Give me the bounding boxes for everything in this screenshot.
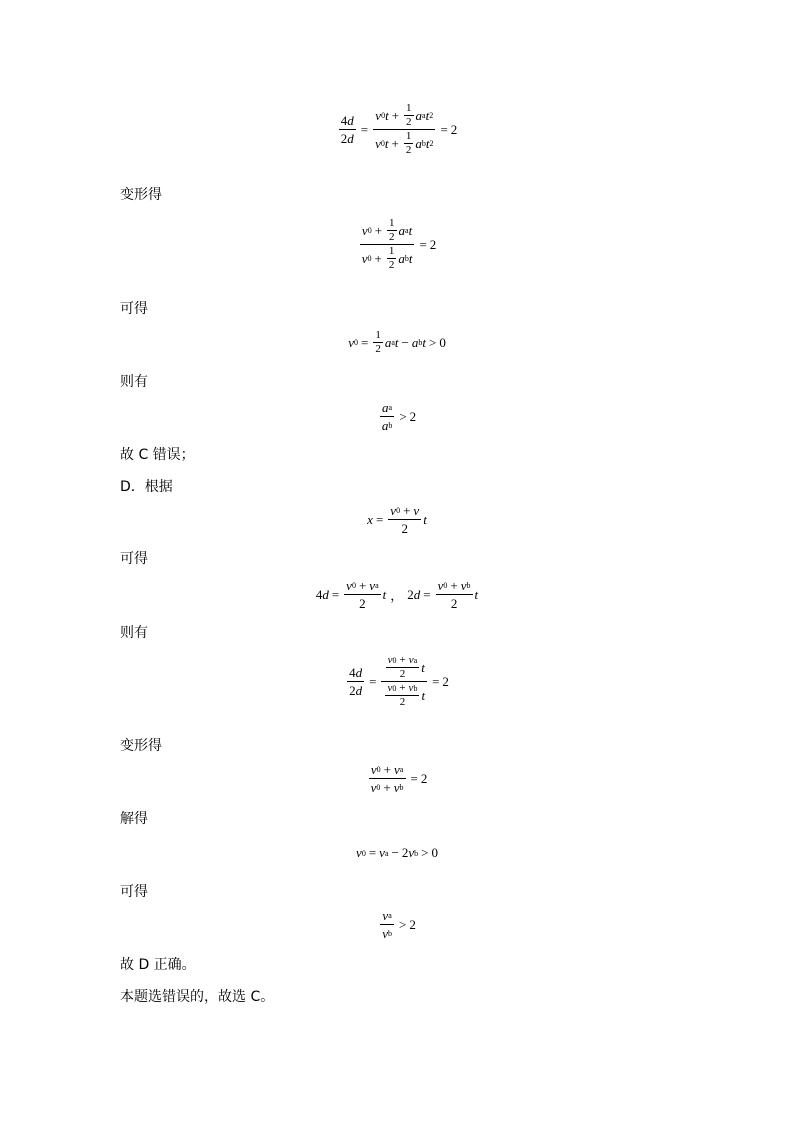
text-thus-1: 则有 (120, 374, 148, 390)
text-thus-2: 则有 (120, 625, 148, 641)
equation-velocity-ratio: v a v b > 2 (382, 908, 416, 941)
equation-v0-accel: v 0 = $\frac{1}{2}$ a a t − a b t > 0 (348, 329, 446, 355)
text-transform-2: 变形得 (120, 738, 162, 754)
equation-transformed-1: v 0 + $\frac{1}{2}$ a a t v 0 + $\frac{1}{2}$ a b t = 2 (361, 217, 437, 271)
text-obtain-1: 可得 (120, 301, 148, 317)
text-d-according: D．根据 (120, 479, 173, 495)
text-transform-1: 变形得 (120, 187, 162, 203)
text-d-correct: 故 D 正确。 (120, 957, 196, 973)
equation-transformed-2: v 0 + v a v 0 + v b = 2 (370, 762, 428, 795)
text-solve: 解得 (120, 811, 148, 827)
equation-average-velocity: x = v 0 + v 2 t (367, 503, 427, 536)
text-obtain-2: 可得 (120, 551, 148, 567)
text-final-answer: 本题选错误的，故选 C。 (120, 989, 275, 1005)
equation-accel-ratio: a a a b > 2 (381, 400, 417, 433)
equation-v0-velocity: v 0 = v a − 2 v b > 0 (356, 845, 438, 860)
text-c-wrong: 故 C 错误； (120, 447, 195, 463)
equation-displacements: 4 d = v 0 + v a 2 t ， 2 d = v 0 + v b 2 t (315, 578, 479, 611)
equation-ratio-displacement: 4 d 2 d = v 0 t + $\frac{1}{2}$ a a t 2 v 0 t + $\frac{1}{2}$ a b t 2 = 2 (340, 102, 458, 156)
equation-ratio-velocity: 4 d 2 d = v 0 + v a 2 t v 0 + v b 2 t = 2 (349, 654, 449, 708)
text-obtain-3: 可得 (120, 884, 148, 900)
